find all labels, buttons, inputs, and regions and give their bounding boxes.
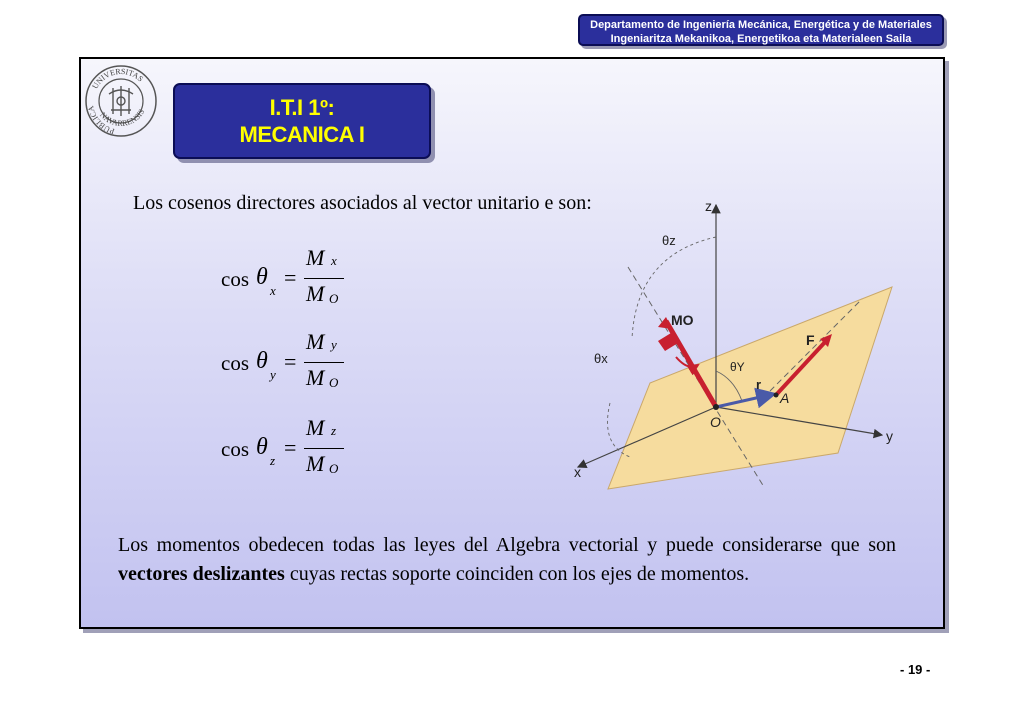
seal-left-text: PUBLICA xyxy=(86,104,116,136)
formula-numerator-sub: x xyxy=(331,253,337,268)
point-a xyxy=(774,393,779,398)
formula-theta: θ xyxy=(256,264,268,290)
formula-theta: θ xyxy=(256,348,268,374)
theta-y-label: θY xyxy=(730,360,745,374)
university-seal-icon xyxy=(84,64,158,138)
department-name-es: Departamento de Ingeniería Mecánica, Energética y de Materiales xyxy=(590,19,932,31)
page-number: - 19 - xyxy=(900,662,931,677)
course-code: I.T.I 1º: xyxy=(269,95,335,120)
formula-numerator: M xyxy=(306,329,325,354)
fraction-bar xyxy=(304,448,344,449)
formula-theta-sub: z xyxy=(270,453,276,468)
course-title-box xyxy=(173,83,431,159)
formula-theta-sub: x xyxy=(270,283,276,298)
fraction-bar xyxy=(304,278,344,279)
department-header xyxy=(578,14,944,46)
intro-text: Los cosenos directores asociados al vector unitario e son: xyxy=(133,192,592,214)
position-label: r xyxy=(756,377,762,392)
formula-numerator: M xyxy=(306,415,325,440)
formula-equals: = xyxy=(284,349,297,374)
formula-fn: cos xyxy=(221,351,249,375)
z-axis-label: z xyxy=(705,198,712,214)
theta-x-label: θx xyxy=(594,351,608,366)
formula-denominator: M xyxy=(306,451,325,476)
body-paragraph xyxy=(118,531,896,589)
origin-label: O xyxy=(710,414,721,430)
seal-bottom-text: NAVARRENSIS xyxy=(98,107,147,128)
formula-theta: θ xyxy=(256,434,268,460)
y-axis-label: y xyxy=(886,428,893,444)
formula-denominator-sub: O xyxy=(329,291,339,306)
origin-point xyxy=(713,404,719,410)
formula-denominator: M xyxy=(306,365,325,390)
formula-cos-theta-x xyxy=(218,247,358,307)
moment-vector-diagram xyxy=(570,195,900,500)
formula-cos-theta-y xyxy=(218,331,358,391)
formula-equals: = xyxy=(284,265,297,290)
formula-cos-theta-z xyxy=(218,417,358,477)
formula-numerator: M xyxy=(306,245,325,270)
body-text-part2: cuyas rectas soporte coinciden con los ejes de momentos. xyxy=(284,563,750,585)
formula-numerator-sub: z xyxy=(331,423,337,438)
formula-denominator-sub: O xyxy=(329,461,339,476)
formula-denominator-sub: O xyxy=(329,375,339,390)
force-label: F xyxy=(806,332,815,348)
department-name-eu: Ingeniaritza Mekanikoa, Energetikoa eta Materialeen Saila xyxy=(610,33,912,45)
seal-top-text: UNIVERSITAS xyxy=(90,66,145,91)
formula-fn: cos xyxy=(221,437,249,461)
body-text-part1: Los momentos obedecen todas las leyes del Algebra vectorial y puede considerarse que son xyxy=(118,534,896,556)
body-text-bold: vectores deslizantes xyxy=(118,563,285,585)
fraction-bar xyxy=(304,362,344,363)
formula-equals: = xyxy=(284,435,297,460)
formula-denominator: M xyxy=(306,281,325,306)
course-name: MECANICA I xyxy=(239,122,365,147)
theta-z-label: θz xyxy=(662,233,676,248)
x-axis-label: x xyxy=(574,464,581,480)
moment-label: MO xyxy=(671,312,694,328)
formula-fn: cos xyxy=(221,267,249,291)
formula-numerator-sub: y xyxy=(331,337,337,352)
plane-shape xyxy=(608,287,892,489)
formula-theta-sub: y xyxy=(270,367,276,382)
point-a-label: A xyxy=(780,390,790,406)
